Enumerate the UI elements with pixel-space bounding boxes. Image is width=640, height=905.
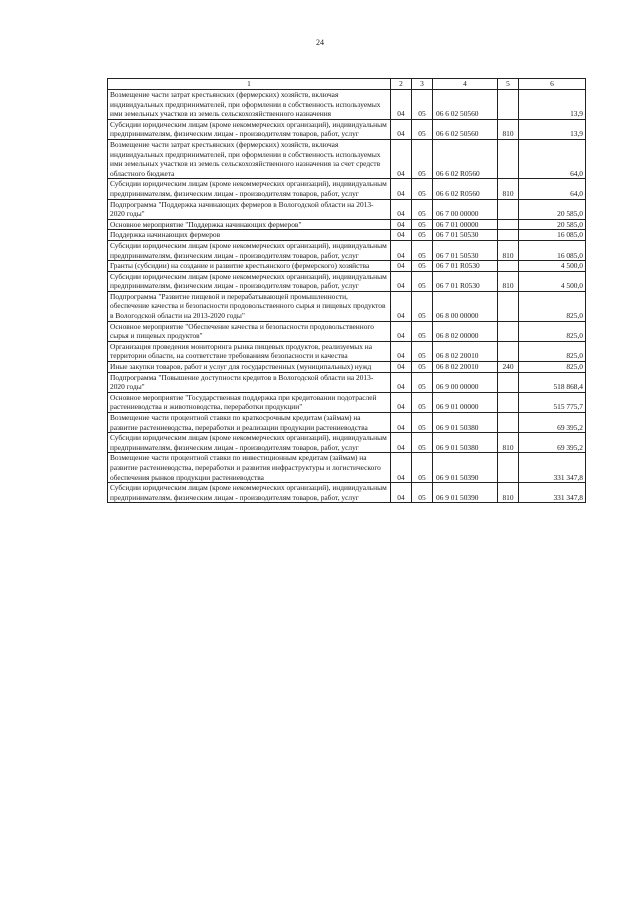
row-section: 04 — [391, 453, 412, 483]
row-amount: 16 085,0 — [519, 230, 586, 241]
row-amount: 69 395,2 — [519, 413, 586, 433]
row-section: 04 — [391, 341, 412, 361]
row-subsection: 05 — [412, 362, 433, 373]
row-subsection: 05 — [412, 90, 433, 120]
row-subsection: 05 — [412, 321, 433, 341]
row-name: Субсидии юридическим лицам (кроме некоммерческих организаций), индивидуальным предпринимателям, физическим лицам - производителям товаров, работ, услуг — [108, 179, 391, 199]
row-subsection: 05 — [412, 483, 433, 503]
row-amount: 331 347,8 — [519, 453, 586, 483]
row-section: 04 — [391, 119, 412, 139]
row-section: 04 — [391, 261, 412, 272]
table-row — [108, 341, 586, 361]
row-section: 04 — [391, 413, 412, 433]
row-subsection: 05 — [412, 433, 433, 453]
row-name: Субсидии юридическим лицам (кроме некоммерческих организаций), индивидуальным предпринимателям, физическим лицам - производителям товаров, работ, услуг — [108, 119, 391, 139]
row-subsection: 05 — [412, 240, 433, 260]
table-row — [108, 90, 586, 120]
row-target-code: 06 8 02 20010 — [433, 362, 498, 373]
row-target-code: 06 7 01 R0530 — [433, 271, 498, 291]
row-expense-type: 810 — [498, 433, 519, 453]
row-amount: 13,9 — [519, 90, 586, 120]
row-name: Возмещение части процентной ставки по инвестиционным кредитам (займам) на развитие растениеводства, переработки и развития инфраструктуры и логистического обеспечения рынков продукции растениеводства — [108, 453, 391, 483]
row-name: Гранты (субсидии) на создание и развитие крестьянского (фермерского) хозяйства — [108, 261, 391, 272]
row-amount: 515 775,7 — [519, 392, 586, 412]
row-amount: 518 868,4 — [519, 372, 586, 392]
row-target-code: 06 6 02 50560 — [433, 119, 498, 139]
row-name: Основное мероприятие "Государственная поддержка при кредитовании подотраслей растениеводства и животноводства, переработки продукции" — [108, 392, 391, 412]
row-section: 04 — [391, 139, 412, 178]
header-row — [108, 79, 586, 90]
row-subsection: 05 — [412, 179, 433, 199]
row-expense-type: 810 — [498, 179, 519, 199]
row-name: Возмещение части затрат крестьянских (фермерских) хозяйств, включая индивидуальных предпринимателей, при оформлении в собственность используемых ими земельных участков из земель сельскохозяйственного назначения — [108, 90, 391, 120]
row-target-code: 06 9 01 50390 — [433, 483, 498, 503]
row-target-code: 06 7 01 50530 — [433, 240, 498, 260]
row-expense-type: 810 — [498, 271, 519, 291]
header-col-3: 3 — [412, 79, 433, 90]
row-name: Возмещение части затрат крестьянских (фермерских) хозяйств, включая индивидуальных предпринимателей, при оформлении в собственность используемых ими земельных участков из земель сельскохозяйственного назначения за счет средств областного бюджета — [108, 139, 391, 178]
row-target-code: 06 9 01 00000 — [433, 392, 498, 412]
row-section: 04 — [391, 392, 412, 412]
row-amount: 4 500,0 — [519, 271, 586, 291]
row-subsection: 05 — [412, 291, 433, 321]
row-amount: 4 500,0 — [519, 261, 586, 272]
row-amount: 20 585,0 — [519, 199, 586, 219]
row-subsection: 05 — [412, 271, 433, 291]
row-subsection: 05 — [412, 119, 433, 139]
row-amount: 69 395,2 — [519, 433, 586, 453]
row-target-code: 06 6 02 R0560 — [433, 139, 498, 178]
row-section: 04 — [391, 240, 412, 260]
row-name: Иные закупки товаров, работ и услуг для государственных (муниципальных) нужд — [108, 362, 391, 373]
row-amount: 64,0 — [519, 139, 586, 178]
row-section: 04 — [391, 271, 412, 291]
row-subsection: 05 — [412, 392, 433, 412]
row-expense-type: 810 — [498, 240, 519, 260]
row-section: 04 — [391, 362, 412, 373]
row-subsection: 05 — [412, 219, 433, 230]
row-subsection: 05 — [412, 413, 433, 433]
row-amount: 825,0 — [519, 362, 586, 373]
table-row — [108, 199, 586, 219]
row-amount: 20 585,0 — [519, 219, 586, 230]
table-row — [108, 372, 586, 392]
header-col-5: 5 — [498, 79, 519, 90]
header-col-1: 1 — [108, 79, 391, 90]
row-target-code: 06 7 01 50530 — [433, 230, 498, 241]
row-target-code: 06 7 01 00000 — [433, 219, 498, 230]
row-name: Субсидии юридическим лицам (кроме некоммерческих организаций), индивидуальным предпринимателям, физическим лицам - производителям товаров, работ, услуг — [108, 240, 391, 260]
row-expense-type — [498, 291, 519, 321]
row-expense-type: 240 — [498, 362, 519, 373]
table-row — [108, 230, 586, 241]
header-col-4: 4 — [433, 79, 498, 90]
row-name: Возмещение части процентной ставки по краткосрочным кредитам (займам) на развитие растениеводства, переработки и реализации продукции растениеводства — [108, 413, 391, 433]
row-name: Подпрограмма "Развитие пищевой и перерабатывающей промышленности, обеспечение качества и безопасности продовольственного сырья и пищевых продуктов в Вологодской области на 2013-2020 годы" — [108, 291, 391, 321]
row-expense-type — [498, 321, 519, 341]
row-amount: 825,0 — [519, 341, 586, 361]
table-row — [108, 291, 586, 321]
table-row — [108, 321, 586, 341]
row-section: 04 — [391, 219, 412, 230]
row-amount: 331 347,8 — [519, 483, 586, 503]
table-row — [108, 240, 586, 260]
table-row — [108, 261, 586, 272]
row-name: Основное мероприятие "Обеспечение качества и безопасности продовольственного сырья и пищевых продуктов" — [108, 321, 391, 341]
row-name: Основное мероприятие "Поддержка начинающих фермеров" — [108, 219, 391, 230]
row-expense-type: 810 — [498, 119, 519, 139]
row-expense-type — [498, 413, 519, 433]
row-section: 04 — [391, 483, 412, 503]
table-row — [108, 362, 586, 373]
row-name: Субсидии юридическим лицам (кроме некоммерческих организаций), индивидуальным предпринимателям, физическим лицам - производителям товаров, работ, услуг — [108, 271, 391, 291]
table-row — [108, 433, 586, 453]
table-row — [108, 179, 586, 199]
row-section: 04 — [391, 433, 412, 453]
row-target-code: 06 9 01 50380 — [433, 433, 498, 453]
table-row — [108, 453, 586, 483]
row-section: 04 — [391, 321, 412, 341]
table-row — [108, 119, 586, 139]
row-amount: 825,0 — [519, 321, 586, 341]
row-subsection: 05 — [412, 453, 433, 483]
row-section: 04 — [391, 179, 412, 199]
row-amount: 16 085,0 — [519, 240, 586, 260]
row-expense-type: 810 — [498, 483, 519, 503]
row-section: 04 — [391, 291, 412, 321]
row-subsection: 05 — [412, 261, 433, 272]
row-name: Субсидии юридическим лицам (кроме некоммерческих организаций), индивидуальным предпринимателям, физическим лицам - производителям товаров, работ, услуг — [108, 433, 391, 453]
row-expense-type — [498, 453, 519, 483]
row-section: 04 — [391, 90, 412, 120]
row-target-code: 06 6 02 R0560 — [433, 179, 498, 199]
row-subsection: 05 — [412, 372, 433, 392]
row-target-code: 06 9 01 50380 — [433, 413, 498, 433]
row-target-code: 06 8 00 00000 — [433, 291, 498, 321]
header-col-2: 2 — [391, 79, 412, 90]
header-col-6: 6 — [519, 79, 586, 90]
row-target-code: 06 6 02 50560 — [433, 90, 498, 120]
row-name: Подпрограмма "Поддержка начинающих фермеров в Вологодской области на 2013-2020 годы" — [108, 199, 391, 219]
row-subsection: 05 — [412, 199, 433, 219]
row-expense-type — [498, 139, 519, 178]
row-name: Субсидии юридическим лицам (кроме некоммерческих организаций), индивидуальным предпринимателям, физическим лицам - производителям товаров, работ, услуг — [108, 483, 391, 503]
table-row — [108, 219, 586, 230]
page-number: 24 — [316, 38, 324, 47]
row-subsection: 05 — [412, 341, 433, 361]
row-expense-type — [498, 261, 519, 272]
budget-table — [107, 78, 586, 503]
row-target-code: 06 8 02 00000 — [433, 321, 498, 341]
row-name: Подпрограмма "Повышение доступности кредитов в Вологодской области на 2013-2020 годы" — [108, 372, 391, 392]
table-row — [108, 392, 586, 412]
row-expense-type — [498, 392, 519, 412]
row-subsection: 05 — [412, 230, 433, 241]
table-row — [108, 271, 586, 291]
row-expense-type — [498, 230, 519, 241]
row-target-code: 06 7 00 00000 — [433, 199, 498, 219]
row-expense-type — [498, 219, 519, 230]
row-target-code: 06 7 01 R0530 — [433, 261, 498, 272]
row-target-code: 06 8 02 20010 — [433, 341, 498, 361]
row-expense-type — [498, 372, 519, 392]
row-section: 04 — [391, 230, 412, 241]
row-amount: 13,9 — [519, 119, 586, 139]
row-name: Поддержка начинающих фермеров — [108, 230, 391, 241]
row-target-code: 06 9 01 50390 — [433, 453, 498, 483]
table-row — [108, 483, 586, 503]
row-expense-type — [498, 199, 519, 219]
row-name: Организация проведения мониторинга рынка пищевых продуктов, реализуемых на территории области, на соответствие требованиям безопасности и качества — [108, 341, 391, 361]
row-subsection: 05 — [412, 139, 433, 178]
table-body — [108, 90, 586, 503]
table-row — [108, 139, 586, 178]
row-target-code: 06 9 00 00000 — [433, 372, 498, 392]
row-expense-type — [498, 90, 519, 120]
row-section: 04 — [391, 372, 412, 392]
table-row — [108, 413, 586, 433]
row-amount: 825,0 — [519, 291, 586, 321]
row-expense-type — [498, 341, 519, 361]
row-section: 04 — [391, 199, 412, 219]
row-amount: 64,0 — [519, 179, 586, 199]
